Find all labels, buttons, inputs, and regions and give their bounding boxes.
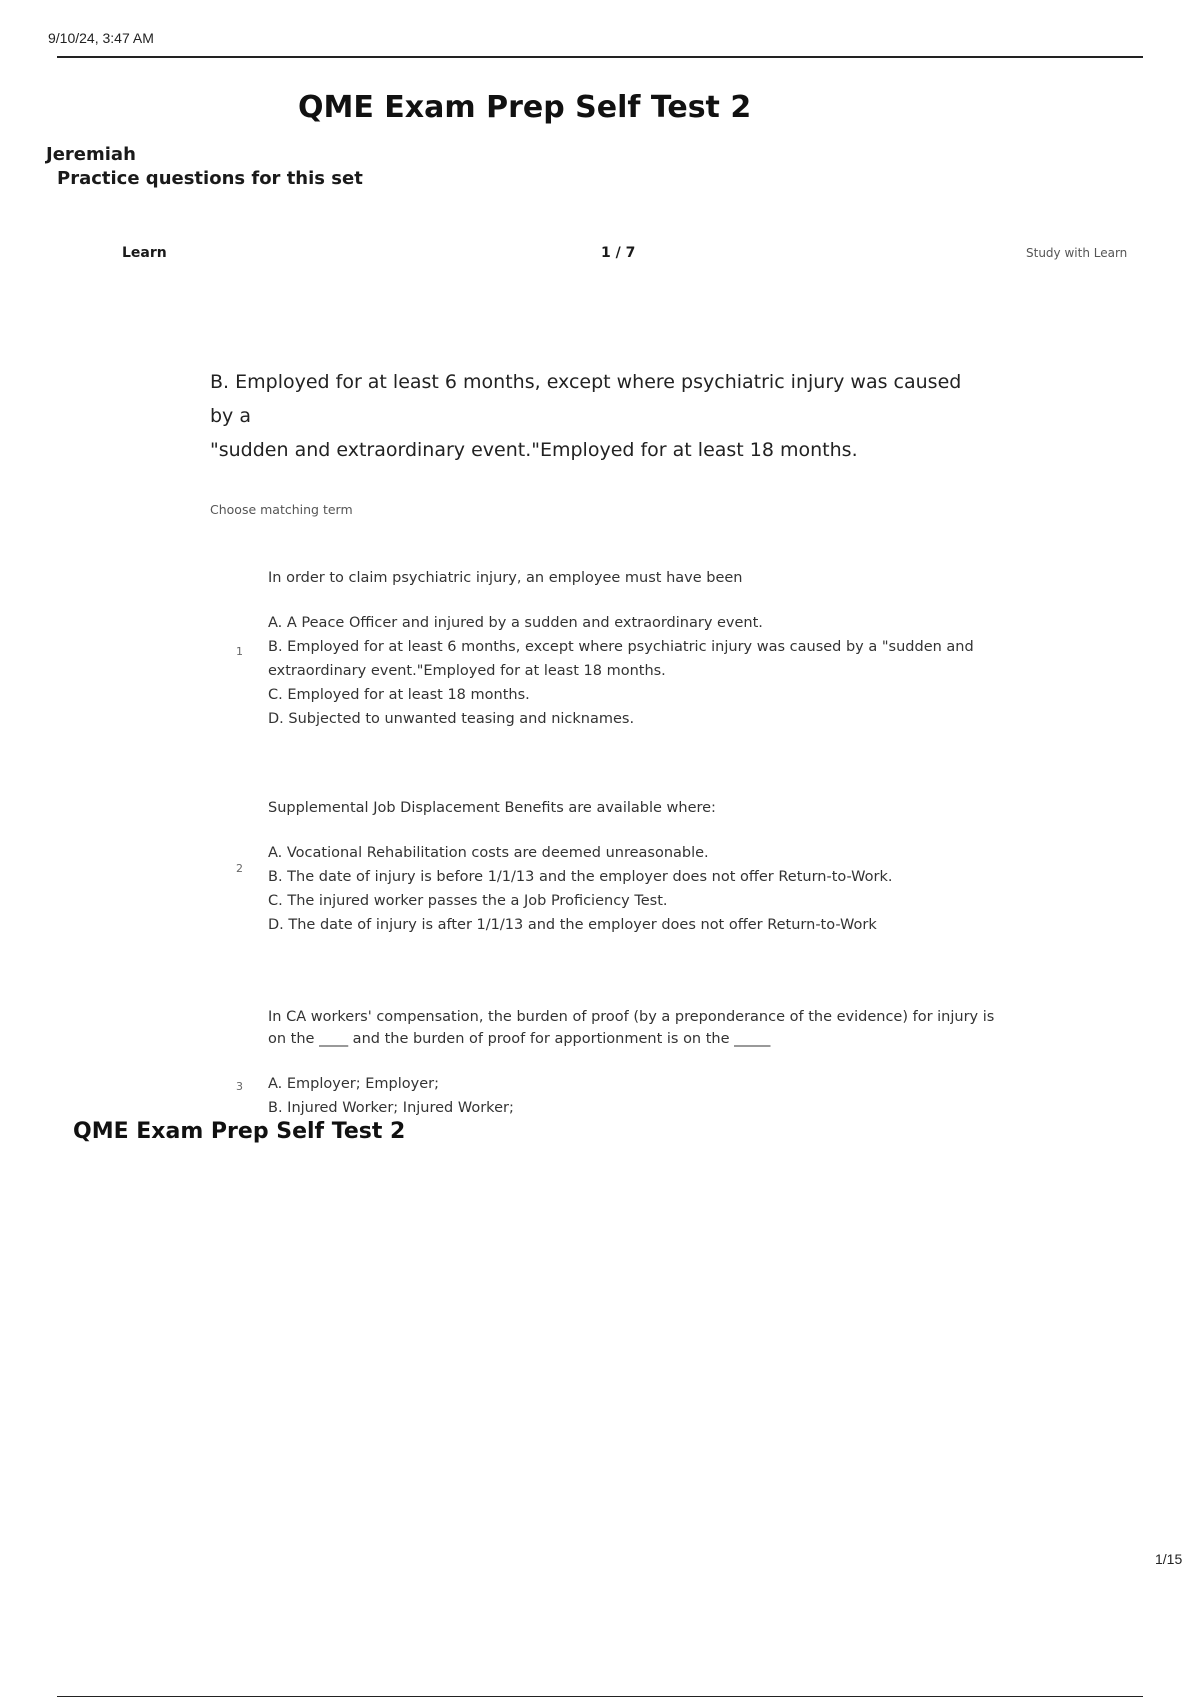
question-block-1: [268, 567, 1028, 731]
flashcard-answer: [210, 365, 990, 467]
question-block-3: [268, 1006, 1028, 1120]
answer-option-continued[interactable]: extraordinary event."Employed for at least 18 months.: [268, 663, 666, 679]
answer-option[interactable]: B. Employed for at least 6 months, except where psychiatric injury was caused by a "sudden and: [268, 639, 974, 655]
answer-option[interactable]: D. The date of injury is after 1/1/13 and the employer does not offer Return-to-Work: [268, 917, 877, 933]
answer-option[interactable]: D. Subjected to unwanted teasing and nicknames.: [268, 711, 635, 727]
study-with-learn-link[interactable]: Study with Learn: [1026, 246, 1128, 260]
answer-option[interactable]: B. The date of injury is before 1/1/13 and the employer does not offer Return-to-Work.: [268, 869, 893, 885]
set-subtitle: Practice questions for this set: [57, 168, 363, 189]
answer-line: B. Employed for at least 6 months, except where psychiatric injury was caused by a: [210, 371, 962, 427]
author-name: Jeremiah: [46, 144, 136, 165]
page-title: QME Exam Prep Self Test 2: [298, 90, 752, 125]
question-text: Supplemental Job Displacement Benefits are available where:: [268, 800, 716, 816]
answer-line: "sudden and extraordinary event."Employed for at least 18 months.: [210, 439, 858, 461]
choose-matching-term-instruction: Choose matching term: [210, 502, 353, 517]
print-timestamp: 9/10/24, 3:47 AM: [48, 30, 154, 46]
question-text: In CA workers' compensation, the burden of proof (by a preponderance of the evidence) for injury is: [268, 1009, 995, 1025]
card-counter: 1 / 7: [601, 245, 636, 261]
answer-option[interactable]: B. Injured Worker; Injured Worker;: [268, 1100, 514, 1116]
answer-option[interactable]: A. Vocational Rehabilitation costs are deemed unreasonable.: [268, 845, 709, 861]
question-block-2: [268, 797, 1028, 937]
answer-option[interactable]: A. A Peace Officer and injured by a sudden and extraordinary event.: [268, 615, 763, 631]
footer-title: QME Exam Prep Self Test 2: [73, 1119, 406, 1144]
question-number: 2: [236, 862, 243, 875]
learn-mode-label[interactable]: Learn: [122, 245, 167, 261]
question-number: 1: [236, 645, 243, 658]
footer-rule: [57, 1696, 1143, 1697]
question-text: In order to claim psychiatric injury, an employee must have been: [268, 570, 743, 586]
page-number: 1/15: [1155, 1551, 1183, 1567]
answer-option[interactable]: C. Employed for at least 18 months.: [268, 687, 530, 703]
answer-option[interactable]: A. Employer; Employer;: [268, 1076, 439, 1092]
question-number: 3: [236, 1080, 243, 1093]
answer-option[interactable]: C. The injured worker passes the a Job Proficiency Test.: [268, 893, 668, 909]
header-rule: [57, 56, 1143, 58]
question-text: on the ____ and the burden of proof for apportionment is on the _____: [268, 1031, 771, 1047]
